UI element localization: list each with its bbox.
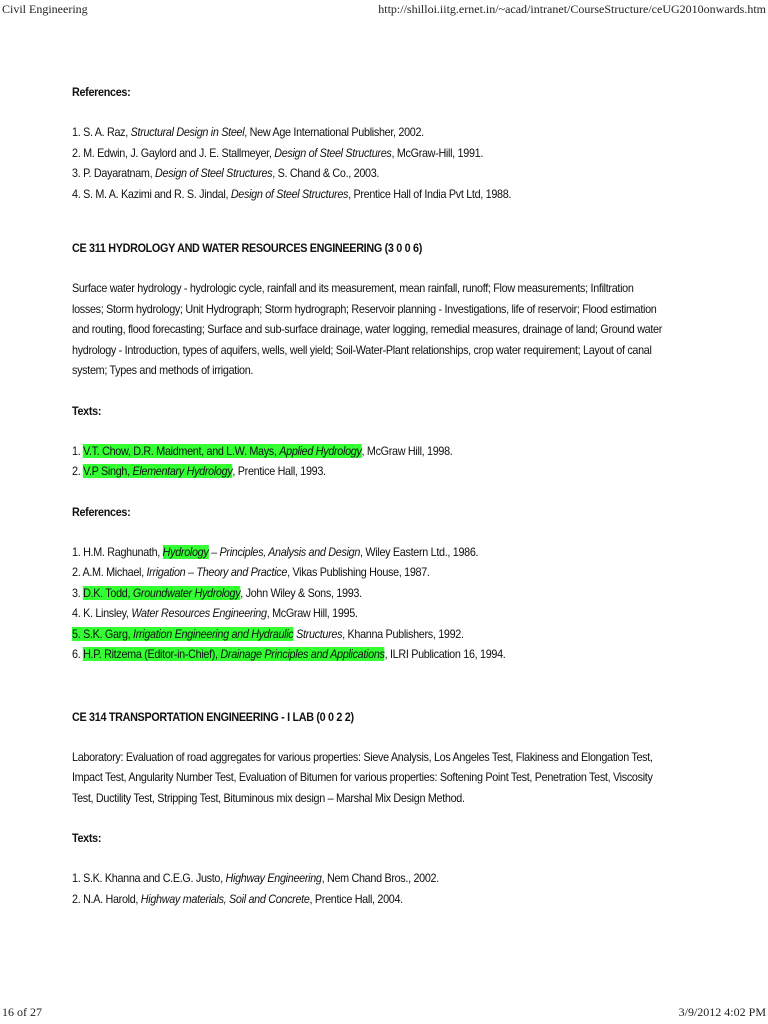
list-item: 1. H.M. Raghunath, Hydrology – Principles, Analysis and Design, Wiley Eastern Ltd., 1986.	[72, 544, 479, 559]
page-counter: 16 of 27	[2, 1005, 42, 1019]
list-item: 6. H.P. Ritzema (Editor-in-Chief), Drainage Principles and Applications, ILRI Publication 16, 1994.	[72, 647, 506, 661]
list-item: 2. M. Edwin, J. Gaylord and J. E. Stallmeyer, Design of Steel Structures, McGraw-Hill, 1991.	[72, 145, 484, 160]
list-item: 2. A.M. Michael, Irrigation – Theory and Practice, Vikas Publishing House, 1987.	[72, 565, 430, 579]
list-item: 5. S.K. Garg, Irrigation Engineering and Hydraulic Structures, Khanna Publishers, 1992.	[72, 626, 464, 641]
texts-heading: Texts:	[72, 403, 102, 418]
header-url: http://shilloi.iitg.ernet.in/~acad/intranet/CourseStructure/ceUG2010onwards.htm	[378, 2, 766, 16]
texts-heading: Texts:	[72, 831, 102, 845]
course-title-ce311: CE 311 HYDROLOGY AND WATER RESOURCES ENGINEERING (3 0 0 6)	[72, 241, 423, 255]
course-description-ce311: Surface water hydrology - hydrologic cycle, rainfall and its measurement, mean rainfall, runoff; Flow measurements; Infiltration losses; Storm hydrology; Unit Hydrograph; Storm hydrograph; Reservoir planning - Investigations, life of reservoir; Flood estimation and routing, flood forecasting; Surface and sub-surface drainage, water logging, remedial measures, drainage of land; Ground water hydrology - Introduction, types of aquifers, wells, well yield; Soil-Water-Plant relationships, crop water requirement; Layout of canal system; Types and methods of irrigation.	[72, 281, 663, 377]
course-description-ce314: Laboratory: Evaluation of road aggregates for various properties: Sieve Analysis, Los Angeles Test, Flakiness and Elongation Test, Impact Test, Angularity Number Test, Evaluation of Bitumen for various properties: Softening Point Test, Penetration Test, Viscosity Test, Ductility Test, Stripping Test, Bituminous mix design – Marshal Mix Design Method.	[72, 749, 653, 805]
ce314-texts-list	[72, 868, 712, 909]
list-item: 4. K. Linsley, Water Resources Engineering, McGraw Hill, 1995.	[72, 606, 358, 620]
print-timestamp: 3/9/2012 4:02 PM	[678, 1005, 766, 1019]
list-item: 1. S. A. Raz, Structural Design in Steel, New Age International Publisher, 2002.	[72, 125, 424, 139]
list-item: 2. N.A. Harold, Highway materials, Soil and Concrete, Prentice Hall, 2004.	[72, 891, 403, 906]
course-title-ce314: CE 314 TRANSPORTATION ENGINEERING - I LAB (0 0 2 2)	[72, 709, 354, 724]
page-content	[72, 80, 712, 909]
ce311-references-list	[72, 542, 712, 665]
list-item: 3. P. Dayaratnam, Design of Steel Structures, S. Chand & Co., 2003.	[72, 166, 380, 180]
list-item: 1. V.T. Chow, D.R. Maidment, and L.W. Mays, Applied Hydrology, McGraw Hill, 1998.	[72, 443, 453, 458]
list-item: 4. S. M. A. Kazimi and R. S. Jindal, Design of Steel Structures, Prentice Hall of India Pvt Ltd, 1988.	[72, 186, 512, 201]
references-heading: References:	[72, 85, 131, 99]
list-item: 3. D.K. Todd, Groundwater Hydrology, John Wiley & Sons, 1993.	[72, 585, 362, 600]
list-item: 1. S.K. Khanna and C.E.G. Justo, Highway Engineering, Nem Chand Bros., 2002.	[72, 871, 439, 885]
references-heading: References:	[72, 504, 131, 519]
header-title: Civil Engineering	[2, 2, 88, 16]
list-item: 2. V.P Singh, Elementary Hydrology, Prentice Hall, 1993.	[72, 464, 326, 478]
ce311-texts-list	[72, 441, 712, 482]
steel-references-list	[72, 122, 712, 204]
